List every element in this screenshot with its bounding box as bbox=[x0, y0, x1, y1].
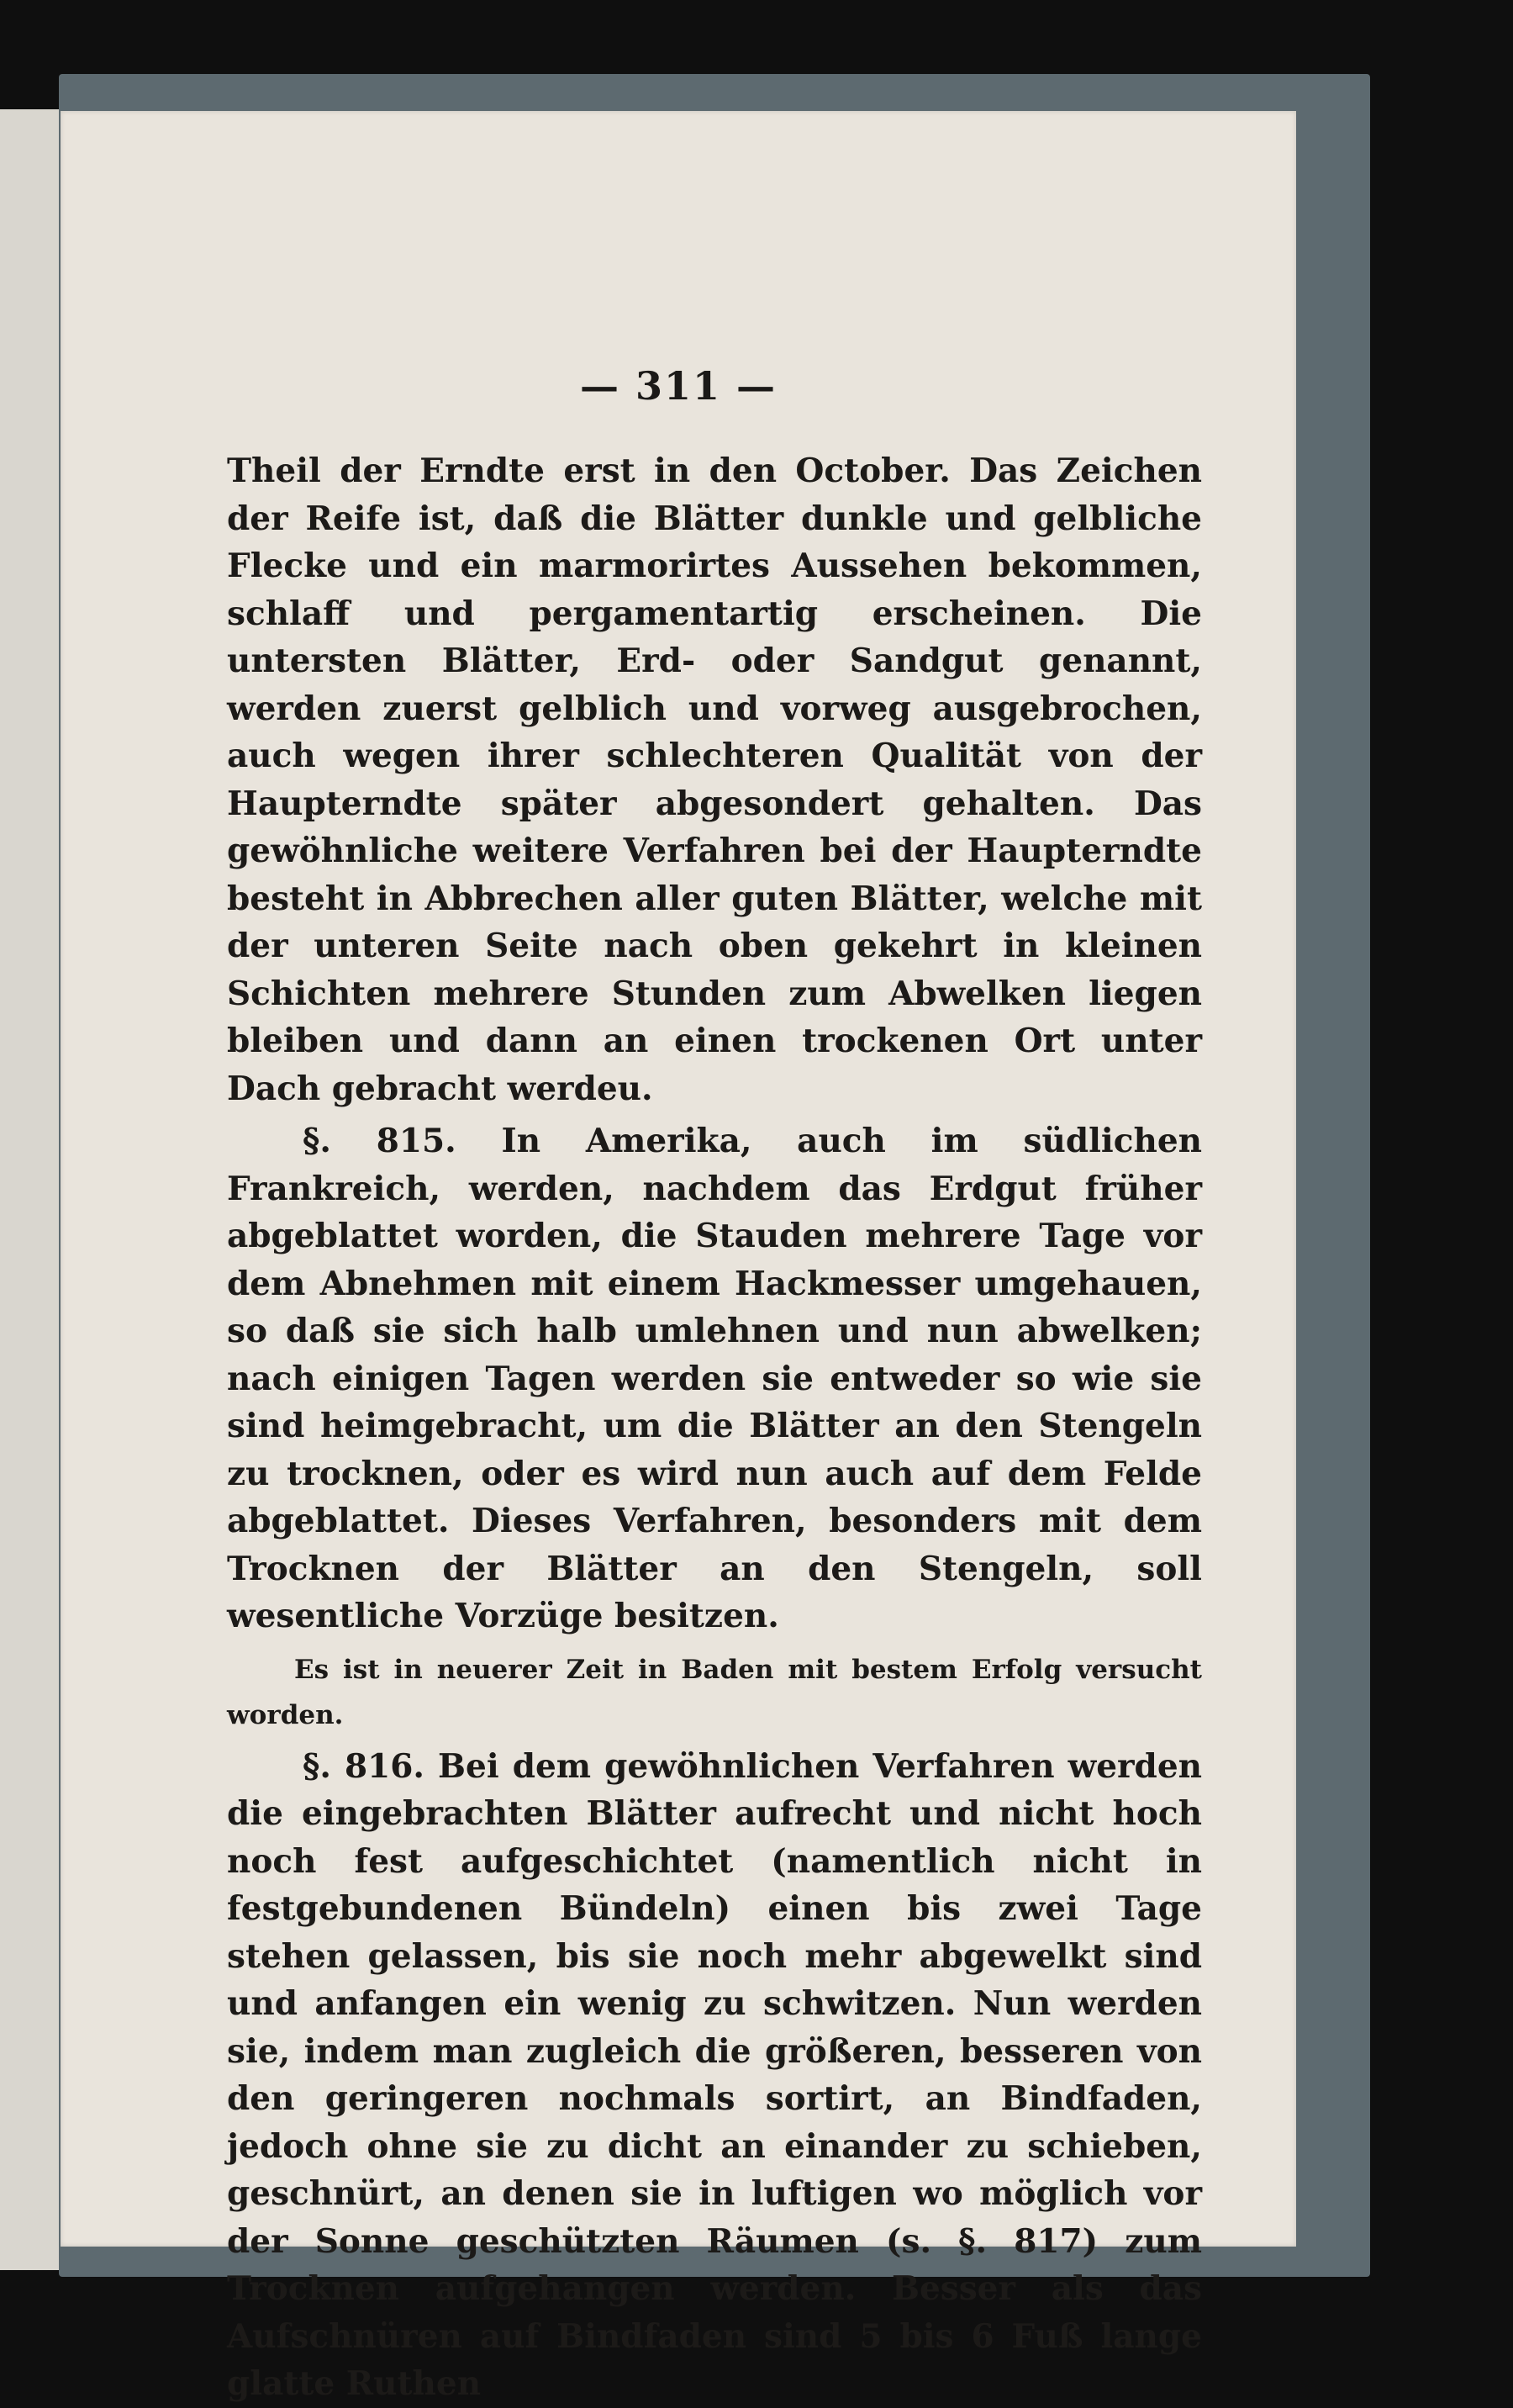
book-page bbox=[61, 111, 1296, 2403]
page-number: — 311 — bbox=[579, 363, 778, 409]
page-body bbox=[227, 447, 1202, 2408]
paragraph-815: §. 815. In Amerika, auch im südlichen Frankreich, werden, nachdem das Erdgut früher abgeblattet worden, die Stauden mehrere Tage vor dem Abnehmen mit einem Hackmesser umgehauen, so daß sie sich halb umlehnen und nun abwelken; nach einigen Tagen werden sie entweder so wie sie sind heimgebracht, um die Blätter an den Stengeln zu trocknen, oder es wird nun auch auf dem Felde abgeblattet. Dieses Verfahren, besonders mit dem Trocknen der Blätter an den Stengeln, soll wesentliche Vorzüge besitzen. bbox=[227, 1122, 1202, 1635]
paragraph-continuation: Theil der Erndte erst in den October. Das Zeichen der Reife ist, daß die Blätter dunkle und gelbliche Flecke und ein marmorirtes Aussehen bekommen, schlaff und pergamentartig erscheinen. Die untersten Blätter, Erd- oder Sandgut genannt, werden zuerst gelblich und vorweg ausgebrochen, auch wegen ihrer schlechteren Qualität von der Haupterndte später abgesondert gehalten. Das gewöhnliche weitere Verfahren bei der Haupterndte besteht in Abbrechen aller guten Blätter, welche mit der unteren Seite nach oben gekehrt in kleinen Schichten mehrere Stunden zum Abwelken liegen bleiben und dann an einen trockenen Ort unter Dach gebracht werdeu. bbox=[227, 452, 1202, 1108]
paragraph-816: §. 816. Bei dem gewöhnlichen Verfahren werden die eingebrachten Blätter aufrecht und nicht hoch noch fest aufgeschichtet (namentlich nicht in festgebundenen Bündeln) einen bis zwei Tage stehen gelassen, bis sie noch mehr abgewelkt sind und anfangen ein wenig zu schwitzen. Nun werden sie, indem man zugleich die größeren, besseren von den geringeren nochmals sortirt, an Bindfaden, jedoch ohne sie zu dicht an einander zu schieben, geschnürt, an denen sie in luftigen wo möglich vor der Sonne geschützten Räumen (s. §. 817) zum Trocknen aufgehangen werden. Besser als das Aufschnüren auf Bindfaden sind 5 bis 6 Fuß lange glatte Ruthen bbox=[227, 1746, 1202, 2403]
footnote-baden: Es ist in neuerer Zeit in Baden mit bestem Erfolg versucht worden. bbox=[227, 1654, 1202, 1730]
